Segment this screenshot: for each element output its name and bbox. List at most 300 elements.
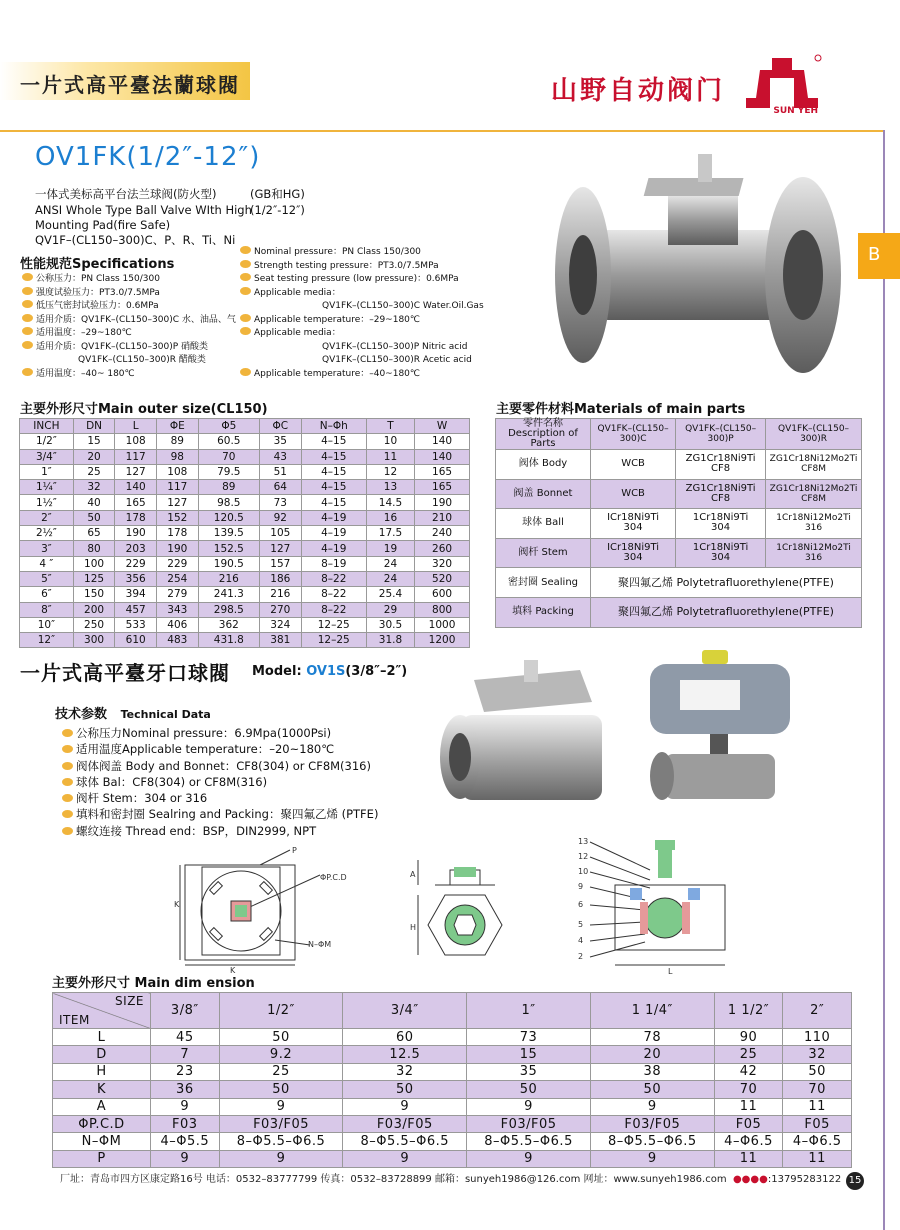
table-cell: 152 — [156, 510, 198, 525]
table-cell: 40 — [73, 495, 115, 510]
table-cell: WCB — [591, 479, 676, 509]
table-cell: 98 — [156, 449, 198, 464]
bullet-icon — [22, 314, 33, 322]
table-row — [20, 449, 470, 464]
bullet-icon — [62, 794, 73, 802]
table-cell: 240 — [415, 526, 470, 541]
table-cell: 406 — [156, 617, 198, 632]
table-cell: 362 — [198, 617, 259, 632]
table-row — [496, 597, 862, 627]
table-cell: F03 — [151, 1115, 220, 1132]
table-cell: 60.5 — [198, 434, 259, 449]
table-cell: WCB — [591, 450, 676, 480]
table-cell: 4–19 — [301, 541, 366, 556]
table-cell: 4–Φ6.5 — [783, 1133, 852, 1150]
bullet-icon — [22, 300, 33, 308]
spec-item: QV1FK–(CL150–300)R Acetic acid — [322, 355, 472, 365]
section-title-band — [0, 62, 250, 100]
table-cell: 14.5 — [366, 495, 414, 510]
table-cell: 241.3 — [198, 587, 259, 602]
table-row — [20, 526, 470, 541]
table-cell: 78 — [590, 1029, 714, 1046]
spec-item: 适用温度：–40~ 180℃ — [22, 368, 236, 382]
table-cell: 229 — [115, 556, 157, 571]
table-cell: 6″ — [20, 587, 74, 602]
spec-heading: 性能规范Specifications — [20, 257, 175, 272]
dim-k-bottom-label: K — [230, 966, 236, 975]
table-cell: ZG1Cr18Ni9Ti CF8 — [676, 479, 766, 509]
product1-model-title: OV1FK(1/2″-12″) — [35, 142, 261, 172]
spec-item: Applicable media： — [240, 327, 484, 341]
actuated-ball-valve-image — [640, 650, 800, 810]
table-cell: 20 — [590, 1046, 714, 1063]
table-cell: 343 — [156, 602, 198, 617]
bullet-icon — [240, 246, 251, 254]
bullet-icon — [62, 729, 73, 737]
table-row — [53, 1063, 852, 1080]
table-cell: 8–22 — [301, 602, 366, 617]
table-cell: 190.5 — [198, 556, 259, 571]
part-name: 密封圈 Sealing — [496, 568, 591, 598]
table-cell: 127 — [115, 464, 157, 479]
bullet-icon — [240, 273, 251, 281]
table-cell: 4–15 — [301, 434, 366, 449]
table-cell: 270 — [260, 602, 302, 617]
table-cell: F03/F05 — [219, 1115, 343, 1132]
table-cell: 11 — [783, 1150, 852, 1167]
table-cell: 9 — [343, 1150, 467, 1167]
table-cell: 110 — [783, 1029, 852, 1046]
table-row — [20, 464, 470, 479]
bullet-icon — [62, 778, 73, 786]
table-cell: ICr18Ni9Ti 304 — [591, 538, 676, 568]
table-cell: 12–25 — [301, 617, 366, 632]
product2-model: Model: OV1S(3/8″–2″) — [252, 664, 408, 679]
table-cell: 89 — [198, 480, 259, 495]
table-cell: 65 — [73, 526, 115, 541]
page-number: 15 — [846, 1172, 864, 1190]
table-cell: 254 — [156, 571, 198, 586]
dim-k-label: K — [174, 900, 180, 909]
table-header: INCH — [20, 419, 74, 434]
table-cell: 1000 — [415, 617, 470, 632]
table-cell: 9 — [590, 1098, 714, 1115]
table-row — [53, 1150, 852, 1167]
table-cell: 12 — [366, 464, 414, 479]
threaded-ball-valve-image — [432, 660, 632, 820]
table-cell: 25 — [73, 464, 115, 479]
table-header: ΦE — [156, 419, 198, 434]
table-header: 1 1/2″ — [714, 993, 783, 1029]
table-cell: 9 — [467, 1150, 591, 1167]
table-header: 2″ — [783, 993, 852, 1029]
table-cell: 43 — [260, 449, 302, 464]
part-name: 阀盖 Bonnet — [496, 479, 591, 509]
table-cell: 260 — [415, 541, 470, 556]
spec-item: Applicable temperature：–40~180℃ — [240, 368, 484, 382]
table-cell: 8–Φ5.5–Φ6.5 — [590, 1133, 714, 1150]
table-cell: 2½″ — [20, 526, 74, 541]
table-cell: 9 — [151, 1150, 220, 1167]
part-number: 2 — [578, 952, 584, 961]
table-cell: 394 — [115, 587, 157, 602]
table-cell: 90 — [714, 1029, 783, 1046]
tech-list — [62, 725, 378, 839]
table-cell: 51 — [260, 464, 302, 479]
table-cell: 216 — [198, 571, 259, 586]
product1-desc-en2: Mounting Pad(fire Safe) — [35, 218, 171, 232]
table-cell: 150 — [73, 587, 115, 602]
part-number: 13 — [578, 837, 589, 846]
table-cell: 30.5 — [366, 617, 414, 632]
table-cell: 127 — [260, 541, 302, 556]
table-cell: 73 — [467, 1029, 591, 1046]
table-cell: 117 — [115, 449, 157, 464]
tech-item: 阀体阀盖 Body and Bonnet：CF8(304) or CF8M(316) — [62, 758, 378, 774]
bullet-icon — [240, 260, 251, 268]
part-name: 填料 Packing — [496, 597, 591, 627]
part-number: 6 — [578, 900, 584, 909]
table-cell: 457 — [115, 602, 157, 617]
tech-item: 阀杆 Stem：304 or 316 — [62, 790, 378, 806]
spec-item: QV1FK–(CL150–300)C Water.Oil.Gas — [322, 301, 484, 311]
table-cell: 483 — [156, 633, 198, 648]
table-header: 3/4″ — [343, 993, 467, 1029]
top-view-drawing — [174, 845, 380, 975]
table-row — [20, 541, 470, 556]
table-cell: 108 — [156, 464, 198, 479]
tech-item: 球体 Bal：CF8(304) or CF8M(316) — [62, 774, 378, 790]
table-cell: 10 — [366, 434, 414, 449]
table-cell: 8–22 — [301, 587, 366, 602]
brand-name: 山野自动阀门 — [550, 76, 725, 106]
table-cell: 11 — [714, 1098, 783, 1115]
table-cell: 70 — [714, 1081, 783, 1098]
table-cell: 9.2 — [219, 1046, 343, 1063]
table-cell: 9 — [343, 1098, 467, 1115]
table-cell: 157 — [260, 556, 302, 571]
table-cell: 1Cr18Ni12Mo2Ti 316 — [766, 538, 862, 568]
row-item: N–ΦM — [53, 1133, 151, 1150]
tech-heading: 技术参数 Technical Data — [55, 707, 211, 722]
table-cell: 1″ — [20, 464, 74, 479]
table-cell: 42 — [714, 1063, 783, 1080]
table-cell: 8″ — [20, 602, 74, 617]
part-number: 5 — [578, 920, 584, 929]
spec-list-en — [240, 246, 484, 381]
table-header: 1 1/4″ — [590, 993, 714, 1029]
table-cell: 8–Φ5.5–Φ6.5 — [219, 1133, 343, 1150]
part-name: 阀体 Body — [496, 450, 591, 480]
table-cell: 45 — [151, 1029, 220, 1046]
bullet-icon — [22, 341, 33, 349]
product1-desc-en1: ANSI Whole Type Ball Valve WIth High — [35, 203, 252, 217]
table-row — [20, 480, 470, 495]
outer-size-title: 主要外形尺寸Main outer size(CL150) — [20, 402, 268, 417]
table-cell: 聚四氟乙烯 Polytetrafluorethylene(PTFE) — [591, 597, 862, 627]
spec-list-cn — [22, 273, 236, 381]
table-cell: 89 — [156, 434, 198, 449]
table-cell: 3/4″ — [20, 449, 74, 464]
table-cell: 533 — [115, 617, 157, 632]
table-cell: ICr18Ni9Ti 304 — [591, 509, 676, 539]
table-cell: ZG1Cr18Ni9Ti CF8 — [676, 450, 766, 480]
footer-contact: 厂址：青岛市四方区康定路16号 电话：0532–83777799 传真：0532–83728899 邮箱：sunyeh1986@126.com 网址：www.sunyeh1986.com ●●●●:13795283122 — [60, 1174, 842, 1185]
table-row — [20, 587, 470, 602]
row-item: A — [53, 1098, 151, 1115]
table-row — [53, 1046, 852, 1063]
table-cell: 140 — [115, 480, 157, 495]
table-cell: 32 — [783, 1046, 852, 1063]
dim-h-label: H — [410, 923, 417, 932]
section-tab[interactable]: B — [858, 233, 900, 279]
pcd-label: ΦP.C.D — [320, 873, 347, 882]
footer-phone: 13795283122 — [771, 1174, 842, 1185]
part-number: 12 — [578, 852, 589, 861]
table-cell: 50 — [73, 510, 115, 525]
table-cell: 203 — [115, 541, 157, 556]
table-cell: 1¼″ — [20, 480, 74, 495]
table-row — [496, 568, 862, 598]
table-cell: 9 — [467, 1098, 591, 1115]
spec-item: QV1FK–(CL150–300)P Nitric acid — [322, 341, 468, 352]
table-cell: 9 — [219, 1150, 343, 1167]
bullet-icon — [62, 827, 73, 835]
brand-logo-text: SUN YEH — [773, 106, 818, 116]
table-cell: 1Cr18Ni9Ti 304 — [676, 538, 766, 568]
table-row — [20, 571, 470, 586]
table-cell: 320 — [415, 556, 470, 571]
table-cell: F03/F05 — [590, 1115, 714, 1132]
table-cell: 25 — [219, 1063, 343, 1080]
table-cell: 24 — [366, 556, 414, 571]
table-cell: ZG1Cr18Ni12Mo2Ti CF8M — [766, 450, 862, 480]
table-cell: 15 — [467, 1046, 591, 1063]
table-row — [53, 1029, 852, 1046]
table-cell: 120.5 — [198, 510, 259, 525]
part-number: 10 — [578, 867, 589, 876]
table-cell: ZG1Cr18Ni12Mo2Ti CF8M — [766, 479, 862, 509]
table-cell: 165 — [415, 480, 470, 495]
table-cell: 70 — [198, 449, 259, 464]
table-cell: 300 — [73, 633, 115, 648]
table-row — [20, 617, 470, 632]
row-item: H — [53, 1063, 151, 1080]
table-cell: 250 — [73, 617, 115, 632]
spec-item: 适用温度：–29~180℃ — [22, 327, 236, 341]
bullet-icon — [62, 745, 73, 753]
table-cell: F05 — [783, 1115, 852, 1132]
tech-item: 公称压力Nominal pressure：6.9Mpa(1000Psi) — [62, 725, 378, 741]
table-cell: 8–19 — [301, 556, 366, 571]
table-cell: 70 — [783, 1081, 852, 1098]
table-cell: 125 — [73, 571, 115, 586]
row-item: L — [53, 1029, 151, 1046]
bullet-icon — [240, 314, 251, 322]
spec-item: Strength testing pressure：PT3.0/7.5MPa — [240, 260, 484, 274]
table-cell: F05 — [714, 1115, 783, 1132]
row-item: K — [53, 1081, 151, 1098]
table-cell: 4–15 — [301, 464, 366, 479]
table-cell: 50 — [219, 1081, 343, 1098]
table-header: L — [115, 419, 157, 434]
table-cell: 4 ″ — [20, 556, 74, 571]
table-cell: 100 — [73, 556, 115, 571]
table-cell: 73 — [260, 495, 302, 510]
dim-a-label: A — [410, 870, 416, 879]
table-cell: 98.5 — [198, 495, 259, 510]
table-cell: 117 — [156, 480, 198, 495]
spec-item: 公称压力：PN Class 150/300 — [22, 273, 236, 287]
table-row — [496, 450, 862, 480]
table-cell: F03/F05 — [467, 1115, 591, 1132]
table-cell: 431.8 — [198, 633, 259, 648]
table-cell: 38 — [590, 1063, 714, 1080]
table-cell: F03/F05 — [343, 1115, 467, 1132]
table-cell: 92 — [260, 510, 302, 525]
table-cell: 800 — [415, 602, 470, 617]
table-cell: 108 — [115, 434, 157, 449]
table-cell: 1Cr18Ni9Ti 304 — [676, 509, 766, 539]
row-item: P — [53, 1150, 151, 1167]
table-row — [496, 538, 862, 568]
table-cell: 178 — [115, 510, 157, 525]
table-cell: 165 — [115, 495, 157, 510]
spec-item: Seat testing pressure (low pressure)：0.6MPa — [240, 273, 484, 287]
table-header: ΦC — [260, 419, 302, 434]
table-header-row — [20, 419, 470, 434]
bullet-icon — [22, 368, 33, 376]
phone-icon: ●●●● — [732, 1174, 768, 1185]
table-cell: 165 — [415, 464, 470, 479]
table-header: 1/2″ — [219, 993, 343, 1029]
spec-item: 强度试验压力：PT3.0/7.5MPa — [22, 287, 236, 301]
table-header: 零件名称 Description of Parts — [496, 419, 591, 450]
table-cell: 31.8 — [366, 633, 414, 648]
spec-item: QV1FK–(CL150–300)R 醋酸类 — [78, 355, 206, 365]
bullet-icon — [22, 327, 33, 335]
header-divider — [0, 130, 883, 132]
table-cell: 1½″ — [20, 495, 74, 510]
table-cell: 4–15 — [301, 480, 366, 495]
table-cell: 324 — [260, 617, 302, 632]
table-header: QV1FK–(CL150–300)C — [591, 419, 676, 450]
table-cell: 79.5 — [198, 464, 259, 479]
table-header: Φ5 — [198, 419, 259, 434]
table-cell: 50 — [783, 1063, 852, 1080]
table-row — [496, 509, 862, 539]
table-cell: 29 — [366, 602, 414, 617]
flanged-ball-valve-image — [548, 150, 848, 380]
table-row — [53, 1081, 852, 1098]
table-cell: 8–22 — [301, 571, 366, 586]
table-cell: 186 — [260, 571, 302, 586]
table-cell: 1Cr18Ni12Mo2Ti 316 — [766, 509, 862, 539]
table-cell: 64 — [260, 480, 302, 495]
table-cell: 1/2″ — [20, 434, 74, 449]
table-cell: 2″ — [20, 510, 74, 525]
table-row — [496, 479, 862, 509]
spec-item: Applicable temperature：–29~180℃ — [240, 314, 484, 328]
table-header: QV1FK–(CL150–300)R — [766, 419, 862, 450]
table-cell: 127 — [156, 495, 198, 510]
table-cell: 12.5 — [343, 1046, 467, 1063]
table-cell: 152.5 — [198, 541, 259, 556]
table-header: W — [415, 419, 470, 434]
table-cell: 9 — [219, 1098, 343, 1115]
table-cell: 4–Φ5.5 — [151, 1133, 220, 1150]
table-cell: 1200 — [415, 633, 470, 648]
nm-label: N–ΦM — [308, 940, 332, 949]
table-cell: 32 — [343, 1063, 467, 1080]
table-cell: 4–Φ6.5 — [714, 1133, 783, 1150]
table-cell: 216 — [260, 587, 302, 602]
table-cell: 4–19 — [301, 510, 366, 525]
materials-title: 主要零件材料Materials of main parts — [496, 402, 746, 417]
table-cell: 140 — [415, 449, 470, 464]
table-cell: 36 — [151, 1081, 220, 1098]
bullet-icon — [240, 368, 251, 376]
table-cell: 610 — [115, 633, 157, 648]
table-header: DN — [73, 419, 115, 434]
product2-title: 一片式高平臺牙口球閥 — [20, 661, 230, 685]
table-cell: 5″ — [20, 571, 74, 586]
table-cell: 4–19 — [301, 526, 366, 541]
table-cell: 25 — [714, 1046, 783, 1063]
table-header: 1″ — [467, 993, 591, 1029]
table-cell: 4–15 — [301, 495, 366, 510]
table-cell: 60 — [343, 1029, 467, 1046]
table-cell: 19 — [366, 541, 414, 556]
dim-l-label: L — [668, 967, 673, 976]
table-corner: SIZE ITEM — [53, 993, 151, 1029]
table-cell: 12–25 — [301, 633, 366, 648]
bullet-icon — [240, 287, 251, 295]
spec-item: Applicable media： — [240, 287, 484, 301]
table-row — [20, 510, 470, 525]
product1-desc-cn: 一体式美标高平台法兰球阀(防火型) — [35, 187, 217, 201]
table-row — [20, 495, 470, 510]
table-cell: 23 — [151, 1063, 220, 1080]
table-cell: 520 — [415, 571, 470, 586]
table-row — [53, 1133, 852, 1150]
table-cell: 298.5 — [198, 602, 259, 617]
table-header: T — [366, 419, 414, 434]
table-cell: 35 — [467, 1063, 591, 1080]
tech-item: 适用温度Applicable temperature：–20~180℃ — [62, 741, 378, 757]
table-cell: 9 — [590, 1150, 714, 1167]
table-cell: 190 — [415, 495, 470, 510]
table-row — [20, 556, 470, 571]
table-row — [496, 419, 862, 450]
bullet-icon — [240, 327, 251, 335]
table-cell: 13 — [366, 480, 414, 495]
outer-size-table — [19, 418, 470, 648]
materials-table — [495, 418, 862, 628]
table-cell: 210 — [415, 510, 470, 525]
bullet-icon — [22, 273, 33, 281]
table-cell: 9 — [151, 1098, 220, 1115]
table-cell: 105 — [260, 526, 302, 541]
part-number: 9 — [578, 882, 584, 891]
product1-desc-std: (GB和HG) — [250, 187, 305, 201]
bullet-icon — [62, 762, 73, 770]
table-row — [20, 602, 470, 617]
side-rule — [883, 130, 885, 1230]
dimension-table — [52, 992, 852, 1168]
table-row — [20, 434, 470, 449]
table-cell: 11 — [783, 1098, 852, 1115]
